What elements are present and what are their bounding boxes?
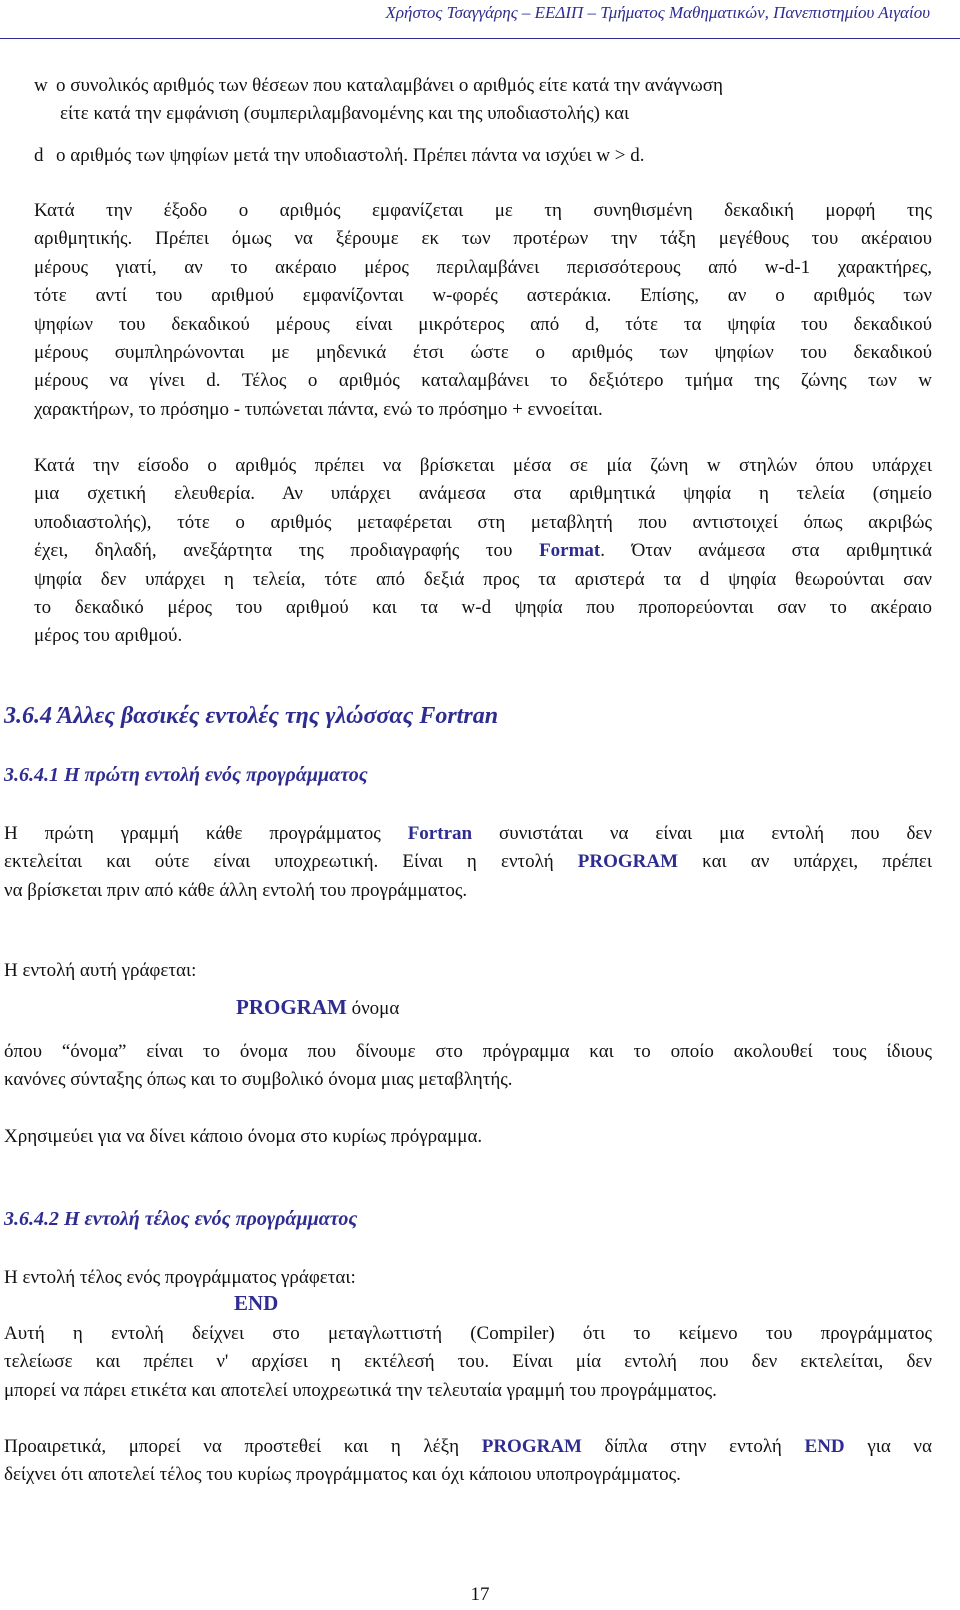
keyword-program: PROGRAM — [236, 995, 347, 1019]
paragraph-line — [4, 1433, 932, 1461]
paragraph-line: τότε αντί του αριθμού εμφανίζονται w-φορές αστεράκια. Επίσης, αν ο αριθμός των — [34, 285, 932, 307]
paragraph-line: να βρίσκεται πριν από κάθε άλλη εντολή του προγράμματος. — [4, 879, 468, 901]
paragraph-line: χαρακτήρων, το πρόσημο - τυπώνεται πάντα, ενώ το πρόσημο + εννοείται. — [34, 398, 603, 420]
code-program-statement — [236, 995, 399, 1020]
statement-written-label: Η εντολή τέλος ενός προγράμματος γράφεται: — [4, 1267, 356, 1288]
statement-written-label: Η εντολή αυτή γράφεται: — [4, 960, 197, 981]
paragraph-line — [4, 848, 932, 876]
paragraph-end — [4, 1320, 932, 1405]
text-run: εκτελείται και ούτε είναι υποχρεωτική. Είναι η εντολή — [4, 851, 578, 873]
code-argument: όνομα — [346, 998, 400, 1019]
paragraph-optional — [4, 1433, 932, 1490]
paragraph-line: Κατά την είσοδο ο αριθμός πρέπει να βρίσκεται μέσα σε μία ζώνη w στηλών όπου υπάρχει — [34, 455, 932, 476]
definition-w-line2: είτε κατά την εμφάνιση (συμπεριλαμβανομένης και της υποδιαστολής) και — [60, 103, 630, 125]
paragraph-line: υποδιαστολής), τότε ο αριθμός μεταφέρεται στη μεταβλητή που αντιστοιχεί όπως ακριβώς — [34, 511, 932, 533]
definition-d — [34, 142, 934, 170]
text-run: συνιστάται να είναι μια εντολή που δεν — [472, 823, 932, 844]
section-heading: 3.6.4 Άλλες βασικές εντολές της γλώσσας Fortran — [4, 703, 499, 729]
paragraph-line: Αυτή η εντολή δείχνει στο μεταγλωττιστή (Compiler) ότι το κείμενο του προγράμματος — [4, 1323, 932, 1344]
keyword-program: PROGRAM — [577, 851, 679, 873]
code-end-statement — [234, 1291, 278, 1316]
text-run: Προαιρετικά, μπορεί να προστεθεί και η λέξη — [4, 1436, 482, 1457]
paragraph-line — [34, 537, 932, 565]
paragraph-line: ψηφίων του δεκαδικού μέρους είναι μικρότερος από d, τότε τα ψηφία του δεκαδικού — [34, 313, 932, 335]
paragraph-line: το δεκαδικό μέρος του αριθμού και τα w-d ψηφία που προπορεύονται σαν το ακέραιο — [34, 597, 932, 619]
paragraph-line: μια σχετική ελευθερία. Αν υπάρχει ανάμεσα στα αριθμητικά ψηφία η τελεία (σημείο — [34, 483, 932, 505]
paragraph-line: τελείωσε και πρέπει ν' αρχίσει η εκτέλεσή του. Είναι μία εντολή που δεν εκτελείται, δεν — [4, 1351, 932, 1373]
paragraph-line: όπου “όνομα” είναι το όνομα που δίνουμε στο πρόγραμμα και το οποίο ακολουθεί τους ίδιους — [4, 1041, 932, 1062]
paragraph-line — [4, 820, 932, 848]
paragraph-line: ψηφία δεν υπάρχει η τελεία, τότε από δεξιά προς τα αριστερά τα d ψηφία θεωρούνται σαν — [34, 568, 932, 590]
keyword-end: END — [804, 1436, 845, 1457]
paragraph-line: μέρος του αριθμού. — [34, 625, 183, 647]
paragraph-use: Χρησιμεύει για να δίνει κάποιο όνομα στο κυρίως πρόγραμμα. — [4, 1126, 483, 1147]
keyword-end: END — [234, 1291, 279, 1315]
definition-w-line1: ο συνολικός αριθμός των θέσεων που καταλαμβάνει ο αριθμός είτε κατά την ανάγνωση — [56, 75, 723, 96]
paragraph-input — [34, 452, 932, 651]
definition-d-line: ο αριθμός των ψηφίων μετά την υποδιαστολή. Πρέπει πάντα να ισχύει w > d. — [56, 145, 645, 166]
text-run: και αν υπάρχει, πρέπει — [678, 851, 932, 873]
text-run: για να — [844, 1436, 932, 1457]
keyword-format: Format — [539, 540, 601, 562]
paragraph-line: δείχνει ότι αποτελεί τέλος του κυρίως προγράμματος και όχι κάποιου υποπρογράμματος. — [4, 1464, 681, 1486]
header-rule — [0, 38, 960, 39]
text-run: . Όταν ανάμεσα στα αριθμητικά — [600, 540, 932, 562]
paragraph-name-explanation — [4, 1038, 932, 1095]
paragraph-line: μέρους να γίνει d. Τέλος ο αριθμός καταλαμβάνει το δεξιότερο τμήμα της ζώνης των w — [34, 370, 932, 392]
text-run: Η πρώτη γραμμή κάθε προγράμματος — [4, 823, 408, 844]
definition-symbol-d: d — [34, 145, 44, 166]
text-run: δίπλα στην εντολή — [581, 1436, 805, 1457]
paragraph-line: Κατά την έξοδο ο αριθμός εμφανίζεται με τη συνηθισμένη δεκαδική μορφή της — [34, 200, 932, 221]
definition-w — [34, 72, 934, 129]
keyword-program: PROGRAM — [481, 1436, 582, 1457]
paragraph-line: αριθμητικής. Πρέπει όμως να ξέρουμε εκ των προτέρων την τάξη μεγέθους του ακέραιου — [34, 228, 932, 250]
paragraph-line: μέρους συμπληρώνονται με μηδενικά έτσι ώστε ο αριθμός των ψηφίων του δεκαδικού — [34, 342, 932, 364]
paragraph-line: μέρους γιατί, αν το ακέραιο μέρος περιλαμβάνει περισσότερους από w-d-1 χαρακτήρες, — [34, 256, 932, 278]
page-number: 17 — [470, 1584, 490, 1605]
page-header — [0, 0, 960, 40]
subsection-heading-1: 3.6.4.1 Η πρώτη εντολή ενός προγράμματος — [4, 764, 368, 786]
text-run: έχει, δηλαδή, ανεξάρτητα της προδιαγραφής του — [34, 540, 540, 562]
paragraph-line: κανόνες σύνταξης όπως και το συμβολικό όνομα μιας μεταβλητής. — [4, 1069, 513, 1091]
paragraph-program — [4, 820, 932, 905]
subsection-heading-2: 3.6.4.2 Η εντολή τέλος ενός προγράμματος — [4, 1208, 358, 1230]
definition-symbol-w: w — [34, 75, 48, 96]
paragraph-output — [34, 197, 932, 424]
paragraph-line: μπορεί να πάρει ετικέτα και αποτελεί υποχρεωτικά την τελευταία γραμμή του προγράμματος. — [4, 1379, 717, 1401]
keyword-fortran: Fortran — [407, 823, 473, 844]
header-text: Χρήστος Τσαγγάρης – ΕΕΔΙΠ – Τμήματος Μαθηματικών, Πανεπιστημίου Αιγαίου — [385, 3, 930, 22]
